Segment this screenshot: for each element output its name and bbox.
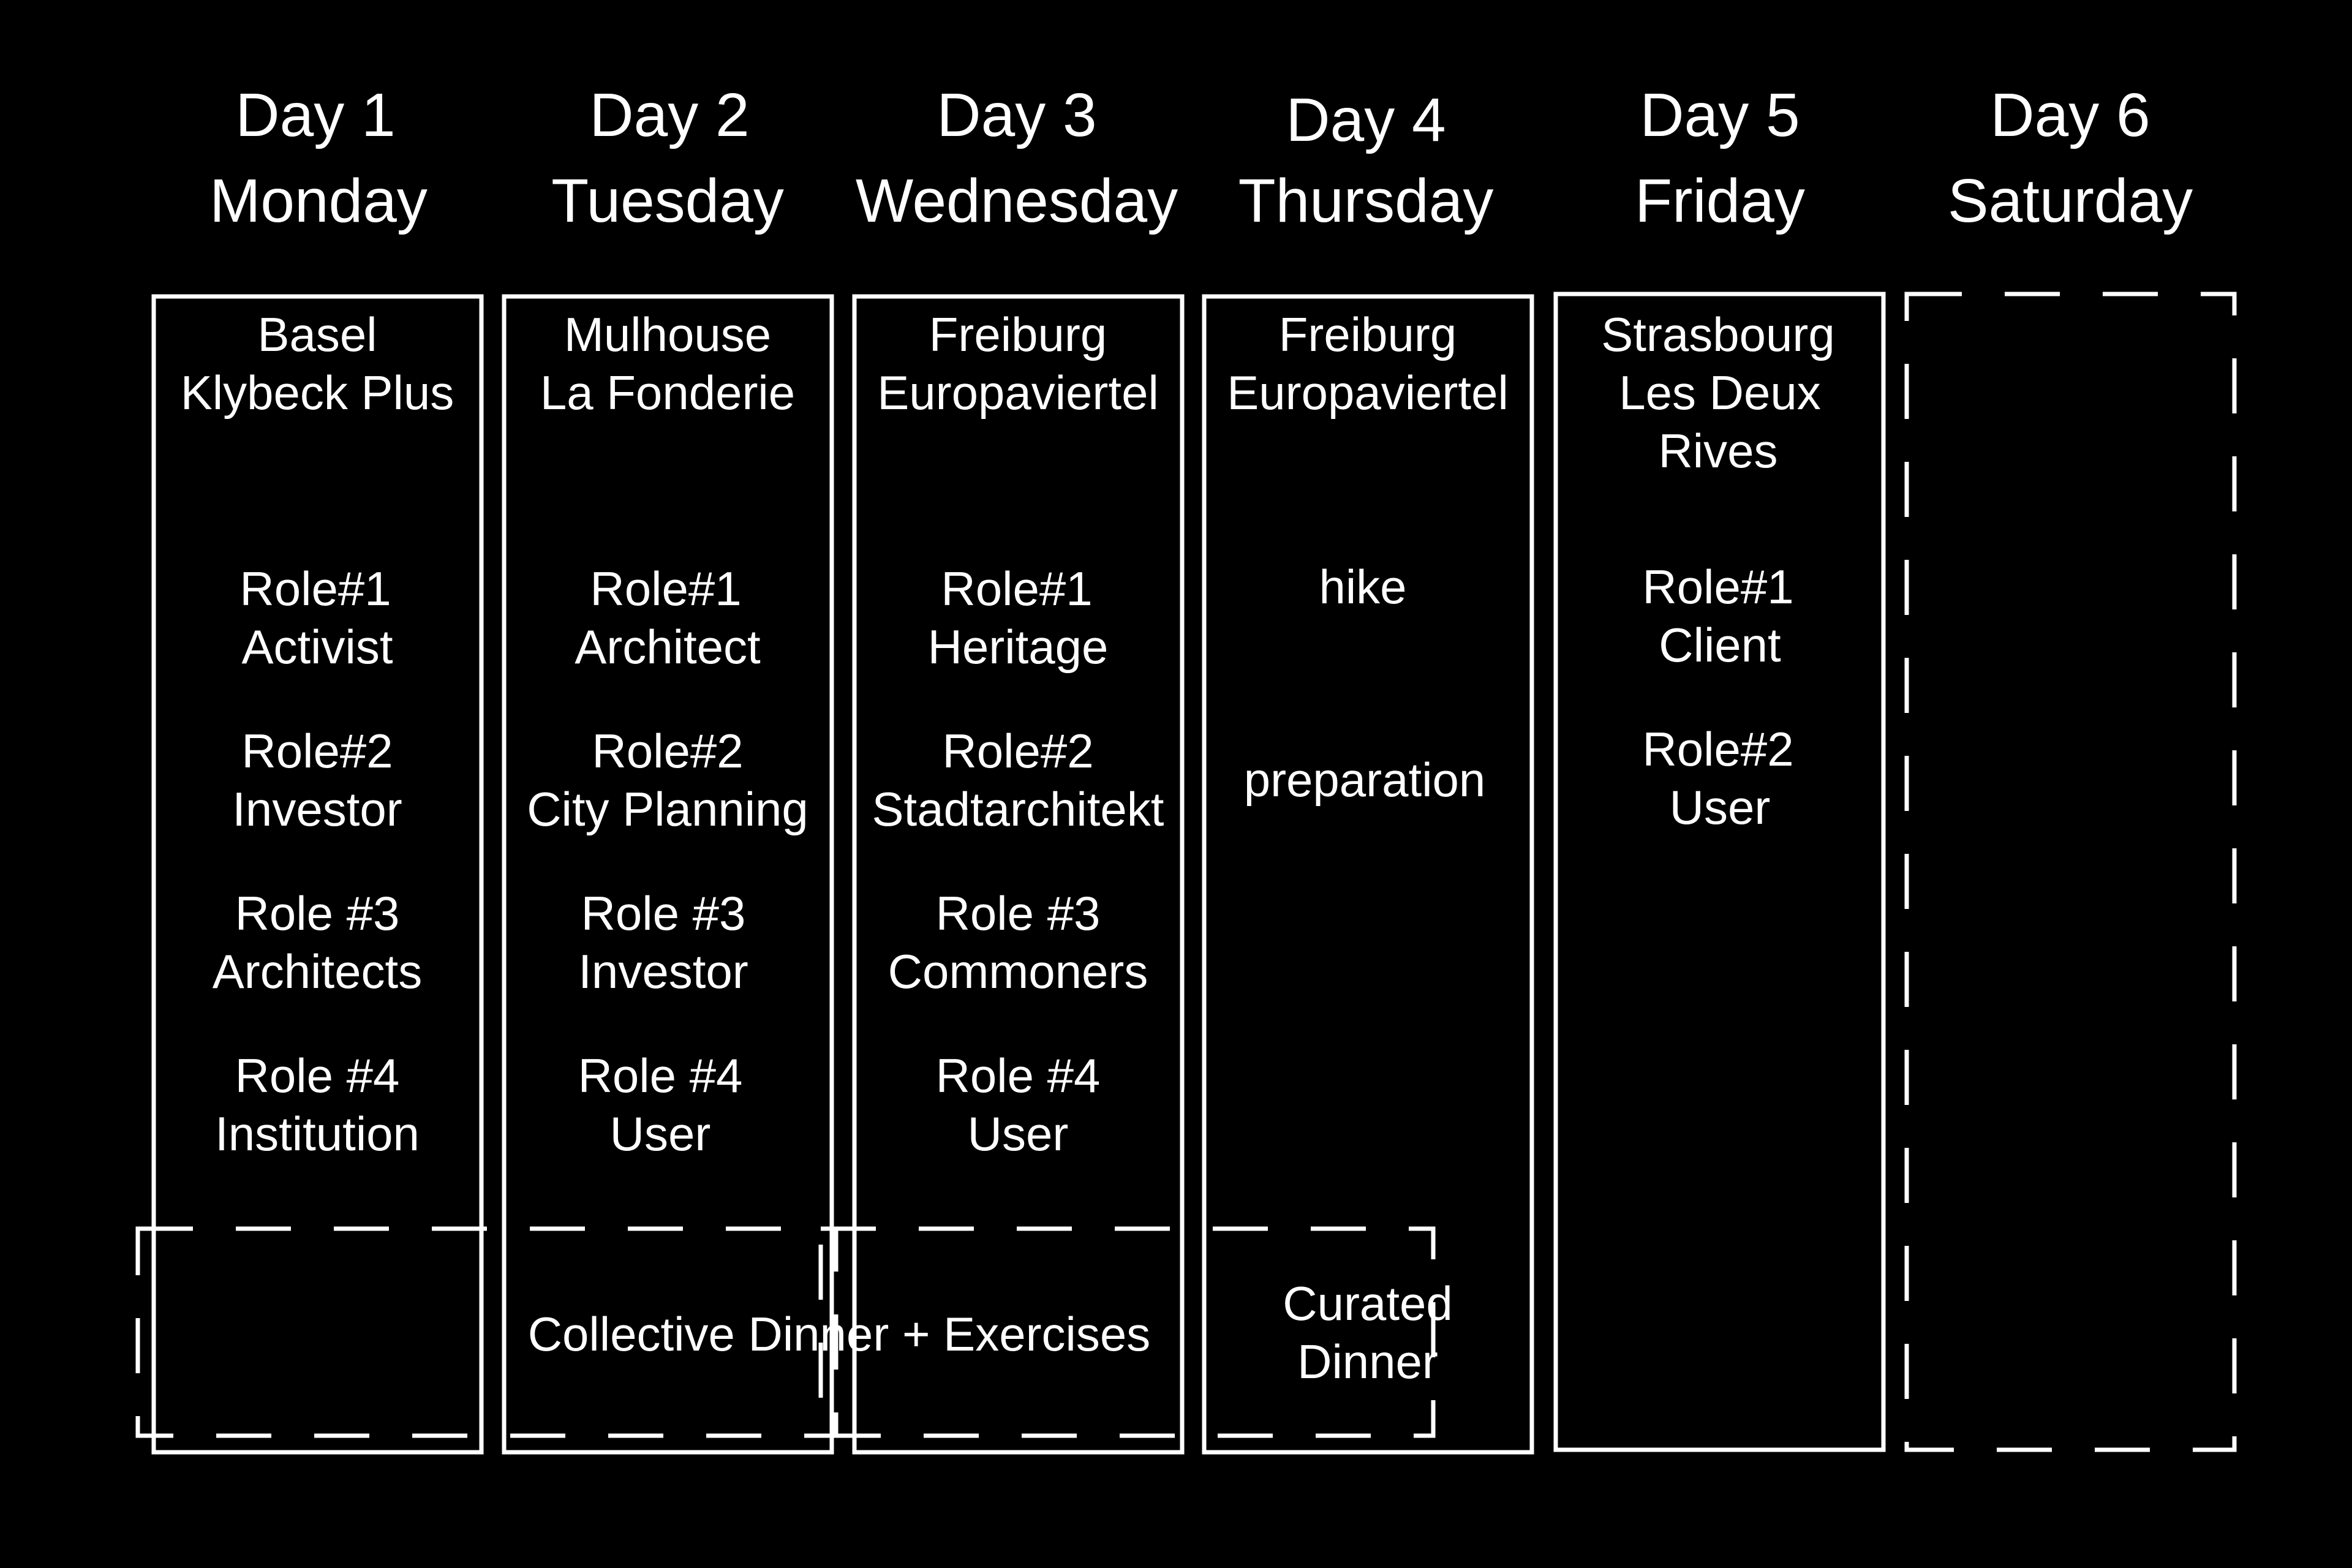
- day-3-role-4-label: Role #4: [935, 1049, 1101, 1102]
- day-2-role-2-label: Role#2: [592, 724, 744, 778]
- day-3-role-1-label: Role#1: [941, 562, 1093, 616]
- day-4-activity-hike: hike: [1319, 560, 1407, 614]
- day-2-role-3-label: Role #3: [581, 886, 746, 940]
- day-3-column: [854, 296, 1182, 1452]
- day-4-curated-dinner-line-2: Dinner: [1297, 1335, 1438, 1389]
- day-1-content: [181, 307, 454, 1161]
- day-3-role-3-name: Commoners: [888, 944, 1148, 998]
- day-2-role-3-name: Investor: [578, 944, 748, 998]
- day-3-role-2-label: Role#2: [942, 724, 1094, 778]
- day-1-role-3-label: Role #3: [235, 886, 400, 940]
- day-6-number: Day 6: [1990, 81, 2150, 149]
- day-2-role-4-name: User: [609, 1107, 711, 1161]
- day-4-content: [1227, 307, 1509, 1389]
- day-2-role-1-name: Architect: [575, 620, 761, 674]
- day-1-role-2-label: Role#2: [241, 724, 393, 778]
- day-1-role-2-name: Investor: [232, 782, 402, 836]
- day-1-weekday: Monday: [209, 167, 428, 235]
- day-2-weekday: Tuesday: [551, 167, 784, 235]
- day-4-place-line-1: Freiburg: [1278, 307, 1457, 361]
- day-columns: [154, 294, 2234, 1452]
- day-5-place-line-1: Strasbourg: [1601, 307, 1835, 361]
- day-1-role-1-label: Role#1: [239, 562, 391, 616]
- day-1-role-4-name: Institution: [215, 1107, 420, 1161]
- day-3-weekday: Wednesday: [855, 167, 1178, 235]
- day-1-place-line-2: Klybeck Plus: [180, 366, 454, 420]
- day-2-place-line-2: La Fonderie: [540, 366, 796, 420]
- day-5-weekday: Friday: [1635, 167, 1805, 235]
- day-3-role-1-name: Heritage: [927, 620, 1109, 674]
- day-1-number: Day 1: [235, 81, 396, 149]
- day-3-role-2-name: Stadtarchitekt: [872, 782, 1164, 836]
- day-5-place-line-2: Les Deux: [1619, 366, 1821, 420]
- day-3-place-line-1: Freiburg: [929, 307, 1107, 361]
- day-2-place-line-1: Mulhouse: [564, 307, 772, 361]
- day-5-role-2-label: Role#2: [1642, 722, 1794, 776]
- day-1-role-1-name: Activist: [241, 620, 393, 674]
- day-6-placeholder-column: [1907, 294, 2234, 1450]
- day-5-content: [1601, 307, 1835, 834]
- collective-dinner-label: Collective Dinner + Exercises: [527, 1307, 1151, 1361]
- day-3-role-3-label: Role #3: [935, 886, 1101, 940]
- day-1-column: [154, 296, 481, 1452]
- day-2-role-1-label: Role#1: [590, 562, 742, 616]
- day-3-place-line-2: Europaviertel: [877, 366, 1159, 420]
- day-4-number: Day 4: [1286, 86, 1446, 154]
- day-1-place-line-1: Basel: [257, 307, 377, 361]
- day-5-number: Day 5: [1640, 81, 1800, 149]
- day-5-role-1-label: Role#1: [1642, 560, 1794, 614]
- day-4-activity-preparation: preparation: [1243, 753, 1486, 807]
- day-2-role-2-name: City Planning: [527, 782, 809, 836]
- day-headers: [209, 81, 2193, 235]
- day-6-weekday: Saturday: [1947, 167, 2193, 235]
- day-3-content: [872, 307, 1164, 1161]
- day-3-number: Day 3: [937, 81, 1097, 149]
- day-2-content: [527, 307, 809, 1161]
- day-2-number: Day 2: [589, 81, 750, 149]
- day-5-role-2-name: User: [1669, 780, 1771, 834]
- day-4-place-line-2: Europaviertel: [1227, 366, 1509, 420]
- day-5-role-1-name: Client: [1659, 618, 1781, 672]
- day-2-role-4-label: Role #4: [578, 1049, 743, 1102]
- day-2-column: [504, 296, 832, 1452]
- day-4-curated-dinner-line-1: Curated: [1283, 1276, 1453, 1330]
- day-3-role-4-name: User: [967, 1107, 1069, 1161]
- day-1-role-4-label: Role #4: [235, 1049, 400, 1102]
- day-1-role-3-name: Architects: [212, 944, 423, 998]
- day-5-place-line-3: Rives: [1658, 424, 1778, 478]
- day-4-weekday: Thursday: [1238, 167, 1494, 235]
